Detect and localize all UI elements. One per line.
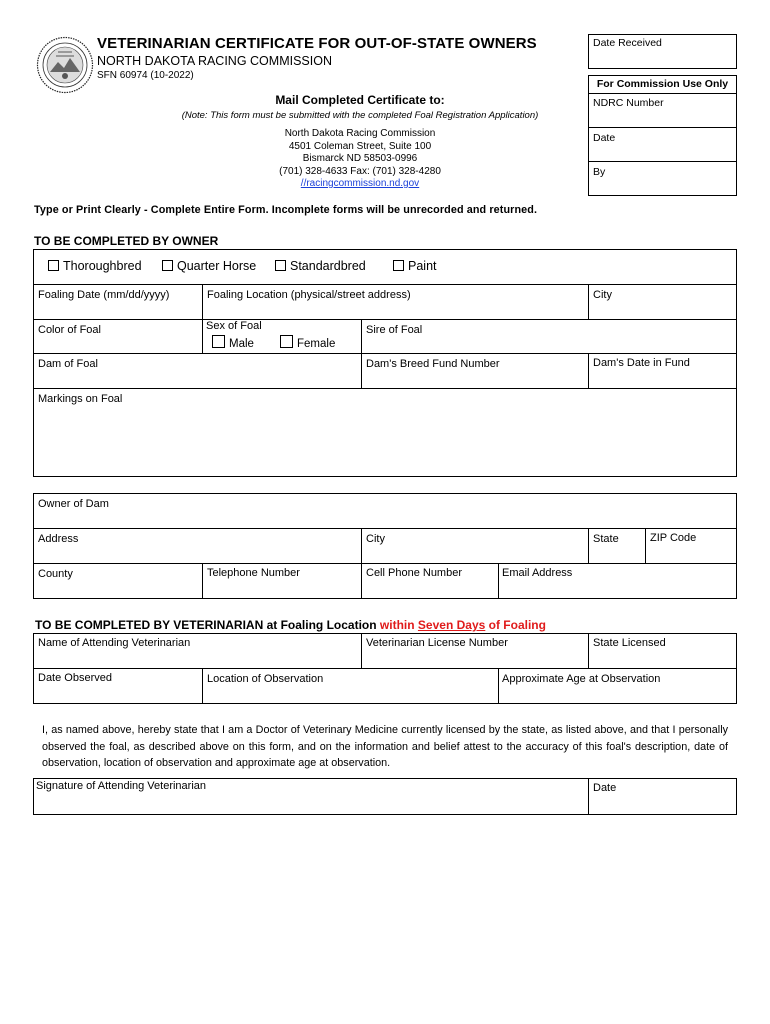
date-received-label: Date Received (593, 37, 662, 49)
form-title: VETERINARIAN CERTIFICATE FOR OUT-OF-STATE OWNERS (97, 35, 537, 52)
markings-on-foal-field[interactable]: Markings on Foal (38, 393, 123, 405)
sex-female[interactable]: Female (280, 335, 335, 350)
dam-owner-cell-phone-field[interactable]: Cell Phone Number (366, 567, 462, 579)
sex-male[interactable]: Male (212, 335, 254, 350)
dam-owner-address-field[interactable]: Address (38, 533, 79, 545)
address-line-1: North Dakota Racing Commission (284, 128, 436, 139)
signature-date-field[interactable]: Date (593, 782, 617, 794)
vet-signature-field[interactable]: Signature of Attending Veterinarian (36, 780, 207, 792)
quarter-horse-checkbox[interactable] (162, 260, 173, 271)
foaling-date-field[interactable]: Foaling Date (mm/dd/yyyy) (38, 289, 170, 301)
sire-of-foal-field[interactable]: Sire of Foal (366, 324, 423, 336)
dam-owner-city-field[interactable]: City (366, 533, 385, 545)
vet-section-heading: TO BE COMPLETED BY VETERINARIAN at Foaling Location within Seven Days of Foaling (35, 618, 546, 632)
instructions: Type or Print Clearly - Complete Entire Form. Incomplete forms will be unrecorded and returned. (34, 204, 538, 216)
breed-thoroughbred[interactable]: Thoroughbred (48, 259, 142, 273)
address-line-3: Bismarck ND 58503-0996 (302, 153, 418, 164)
dam-owner-county-field[interactable]: County (38, 568, 73, 580)
admin-by-label: By (593, 166, 606, 178)
owner-of-dam-field[interactable]: Owner of Dam (38, 498, 109, 510)
foaling-location-field[interactable]: Foaling Location (physical/street address) (207, 289, 411, 301)
form-number: SFN 60974 (10-2022) (97, 70, 194, 81)
dam-owner-telephone-field[interactable]: Telephone Number (207, 567, 300, 579)
date-received-field[interactable] (588, 34, 737, 69)
approximate-age-field[interactable]: Approximate Age at Observation (502, 673, 661, 685)
state-seal (36, 36, 94, 94)
mail-heading: Mail Completed Certificate to: (275, 93, 445, 107)
attestation-text: I, as named above, hereby state that I am a Doctor of Veterinary Medicine currently licensed by the state, as listed above, and that I personally observed the foal, as described above on this form, and on the information and belief attest to the accuracy of this foal's description, date of observation, location of observation and approximate age at observation. (42, 724, 728, 769)
vet-name-field[interactable]: Name of Attending Veterinarian (38, 637, 191, 649)
ndrc-number-label: NDRC Number (593, 97, 664, 109)
mail-note: (Note: This form must be submitted with the completed Foal Registration Application) (181, 110, 539, 121)
dam-of-foal-field[interactable]: Dam of Foal (38, 358, 98, 370)
vet-license-number-field[interactable]: Veterinarian License Number (366, 637, 508, 649)
dams-breed-fund-number-field[interactable]: Dam's Breed Fund Number (366, 358, 500, 370)
paint-checkbox[interactable] (393, 260, 404, 271)
address-line-4: (701) 328-4633 Fax: (701) 328-4280 (279, 165, 441, 177)
owner-section-heading: TO BE COMPLETED BY OWNER (34, 234, 219, 248)
standardbred-checkbox[interactable] (275, 260, 286, 271)
dam-owner-table (33, 493, 737, 599)
admin-date-label: Date (593, 132, 616, 144)
dam-owner-state-field[interactable]: State (593, 533, 619, 545)
sex-of-foal-label: Sex of Foal (206, 320, 262, 332)
dam-owner-zip-field[interactable]: ZIP Code (650, 532, 697, 544)
breed-standardbred[interactable]: Standardbred (275, 259, 366, 273)
dam-owner-email-field[interactable]: Email Address (502, 567, 573, 579)
date-observed-field[interactable]: Date Observed (38, 672, 112, 684)
breed-paint[interactable]: Paint (393, 259, 437, 273)
male-checkbox[interactable] (212, 335, 225, 348)
mailing-address (230, 128, 490, 191)
commission-use-box (588, 75, 737, 196)
dams-date-in-fund-field[interactable]: Dam's Date in Fund (593, 357, 690, 369)
location-of-observation-field[interactable]: Location of Observation (207, 673, 324, 685)
color-of-foal-field[interactable]: Color of Foal (38, 324, 101, 336)
thoroughbred-checkbox[interactable] (48, 260, 59, 271)
agency-name: NORTH DAKOTA RACING COMMISSION (97, 54, 332, 68)
foaling-city-field[interactable]: City (593, 289, 612, 301)
address-line-2: 4501 Coleman Street, Suite 100 (288, 140, 432, 152)
state-licensed-field[interactable]: State Licensed (593, 637, 666, 649)
breed-quarter-horse[interactable]: Quarter Horse (162, 259, 256, 273)
website-link[interactable]: //racingcommission.nd.gov (300, 178, 420, 189)
female-checkbox[interactable] (280, 335, 293, 348)
commission-use-heading: For Commission Use Only (596, 78, 729, 90)
